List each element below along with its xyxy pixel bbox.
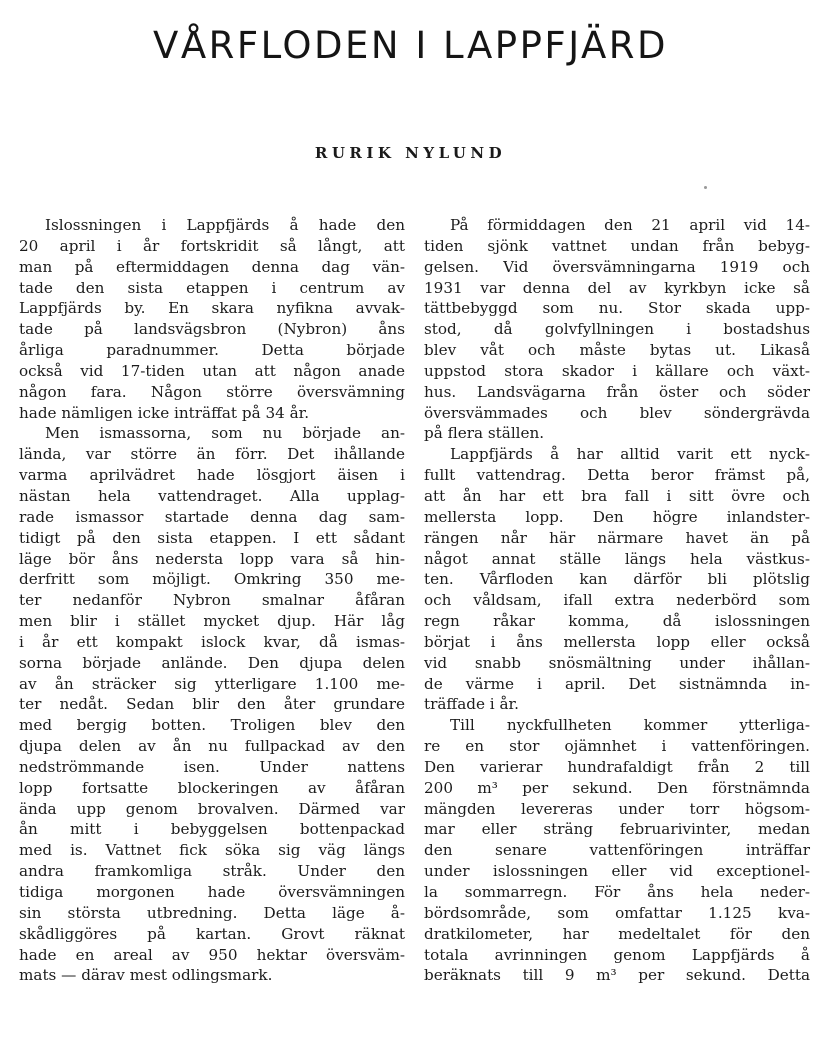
text-line: la sommarregn. För åns hela neder- xyxy=(424,883,810,901)
text-line: skådliggöres på kartan. Grovt räknat xyxy=(19,924,405,943)
text-line: av ån sträcker sig ytterligare 1.100 me- xyxy=(19,674,405,693)
text-line: med bergig botten. Troligen blev den xyxy=(19,716,405,735)
text-line: i år ett kompakt islock kvar, då ismas- xyxy=(19,632,405,651)
text-line: mängden levereras under torr högsom- xyxy=(424,799,810,818)
text-line: fullt vattendrag. Detta beror främst på, xyxy=(424,466,810,485)
text-line: Den varierar hundrafaldigt från 2 till xyxy=(424,757,810,776)
text-line: mellersta lopp. Den högre inlandster- xyxy=(424,507,810,526)
text-line: under islossningen eller vid exceptionel- xyxy=(424,862,810,881)
text-line: Islossningen i Lappfjärds å hade den xyxy=(45,216,405,234)
text-line: sin största utbredning. Detta läge å- xyxy=(19,903,405,922)
article-author: RURIK NYLUND xyxy=(314,144,507,162)
text-line: börjat i åns mellersta lopp eller också xyxy=(424,632,810,651)
text-line: mar eller sträng februarivinter, medan xyxy=(424,820,810,839)
text-line: ten. Vårfloden kan därför bli plötslig xyxy=(424,570,810,589)
text-line: någon fara. Någon större översvämning xyxy=(19,382,405,401)
text-line: totala avrinningen genom Lappfjärds å xyxy=(424,945,810,964)
text-line: På förmiddagen den 21 april vid 14- xyxy=(450,216,810,234)
text-line: man på eftermiddagen denna dag vän- xyxy=(19,257,405,276)
article-title: VÅRFLODEN I LAPPFJÄRD xyxy=(153,24,668,67)
text-line: på flera ställen. xyxy=(424,424,545,443)
print-speck xyxy=(704,186,707,189)
text-line: årliga paradnummer. Detta började xyxy=(19,341,405,360)
text-line: den senare vattenföringen inträffar xyxy=(424,841,810,860)
text-line: hade nämligen icke inträffat på 34 år. xyxy=(19,403,310,422)
text-line: hus. Landsvägarna från öster och söder xyxy=(424,382,810,401)
text-line: 20 april i år fortskridit så långt, att xyxy=(19,236,405,255)
text-line: djupa delen av ån nu fullpackad av den xyxy=(19,737,405,756)
text-line: 200 m³ per sekund. Den förstnämnda xyxy=(424,778,810,797)
text-line: vid snabb snösmältning under ihållan- xyxy=(424,653,810,672)
text-line: 1931 var denna del av kyrkbyn icke så xyxy=(424,278,810,297)
text-line: dratkilometer, har medeltalet för den xyxy=(424,924,810,943)
text-line: lända, var större än förr. Det ihållande xyxy=(19,445,405,464)
text-line: uppstod stora skador i källare och växt- xyxy=(424,361,810,380)
text-line: tidigt på den sista etappen. I ett sådant xyxy=(19,528,405,547)
text-line: tidiga morgonen hade översvämningen xyxy=(19,883,405,901)
text-line: tade på landsvägsbron (Nybron) åns xyxy=(19,320,405,339)
text-line: nästan hela vattendraget. Alla upplag- xyxy=(19,486,405,505)
text-line: tade den sista etappen i centrum av xyxy=(19,278,405,297)
text-line: läge bör åns nedersta lopp vara så hin- xyxy=(19,549,405,568)
text-line: Till nyckfullheten kommer ytterliga- xyxy=(450,716,810,735)
text-line: lopp fortsatte blockeringen av åfåran xyxy=(19,778,405,797)
text-line: också vid 17-tiden utan att någon anade xyxy=(19,361,405,380)
text-line: Lappfjärds by. En skara nyfikna avvak- xyxy=(19,299,405,318)
text-line: regn råkar komma, då islossningen xyxy=(424,612,810,631)
text-line: översvämmades och blev söndergrävda xyxy=(424,403,810,422)
text-line: Men ismassorna, som nu började an- xyxy=(45,424,405,443)
text-line: mats — därav mest odlingsmark. xyxy=(19,966,273,985)
text-line: gelsen. Vid översvämningarna 1919 och xyxy=(424,257,810,276)
text-line: träffade i år. xyxy=(424,695,519,714)
text-line: ån mitt i bebyggelsen bottenpackad xyxy=(19,820,405,839)
text-line: tättbebyggd som nu. Stor skada upp- xyxy=(424,299,810,318)
text-line: varma aprilvädret hade lösgjort äisen i xyxy=(19,466,405,485)
text-line: sorna började anlände. Den djupa delen xyxy=(19,653,405,672)
text-line: något annat ställe längs hela västkus- xyxy=(424,549,810,568)
text-line: men blir i stället mycket djup. Här låg xyxy=(19,612,405,631)
text-line: med is. Vattnet fick söka sig väg längs xyxy=(19,841,405,860)
text-line: beräknats till 9 m³ per sekund. Detta xyxy=(424,966,810,985)
right-text-column xyxy=(424,215,810,986)
text-line: de värme i april. Det sistnämnda in- xyxy=(424,674,810,693)
text-line: rängen når här närmare havet än på xyxy=(424,528,810,547)
text-line: tiden sjönk vattnet undan från bebyg- xyxy=(424,236,810,255)
text-line: ter nedanför Nybron smalnar åfåran xyxy=(19,591,405,610)
text-line: rade ismassor startade denna dag sam- xyxy=(19,507,405,526)
text-line: stod, då golvfyllningen i bostadshus xyxy=(424,320,810,339)
text-line: derfritt som möjligt. Omkring 350 me- xyxy=(19,570,405,589)
text-line: att ån har ett bra fall i sitt övre och xyxy=(424,486,810,505)
text-line: re en stor ojämnhet i vattenföringen. xyxy=(424,737,810,756)
left-text-column xyxy=(19,215,405,986)
text-line: ända upp genom brovalven. Därmed var xyxy=(19,799,405,818)
text-line: bördsområde, som omfattar 1.125 kva- xyxy=(424,903,810,922)
text-line: och våldsam, ifall extra nederbörd som xyxy=(424,591,810,610)
text-line: blev våt och måste bytas ut. Likaså xyxy=(424,341,810,360)
text-line: nedströmmande isen. Under nattens xyxy=(19,757,405,776)
text-line: andra framkomliga stråk. Under den xyxy=(19,862,405,881)
text-line: hade en areal av 950 hektar översväm- xyxy=(19,945,405,964)
text-line: Lappfjärds å har alltid varit ett nyck- xyxy=(450,445,810,464)
text-line: ter nedåt. Sedan blir den åter grundare xyxy=(19,695,405,714)
